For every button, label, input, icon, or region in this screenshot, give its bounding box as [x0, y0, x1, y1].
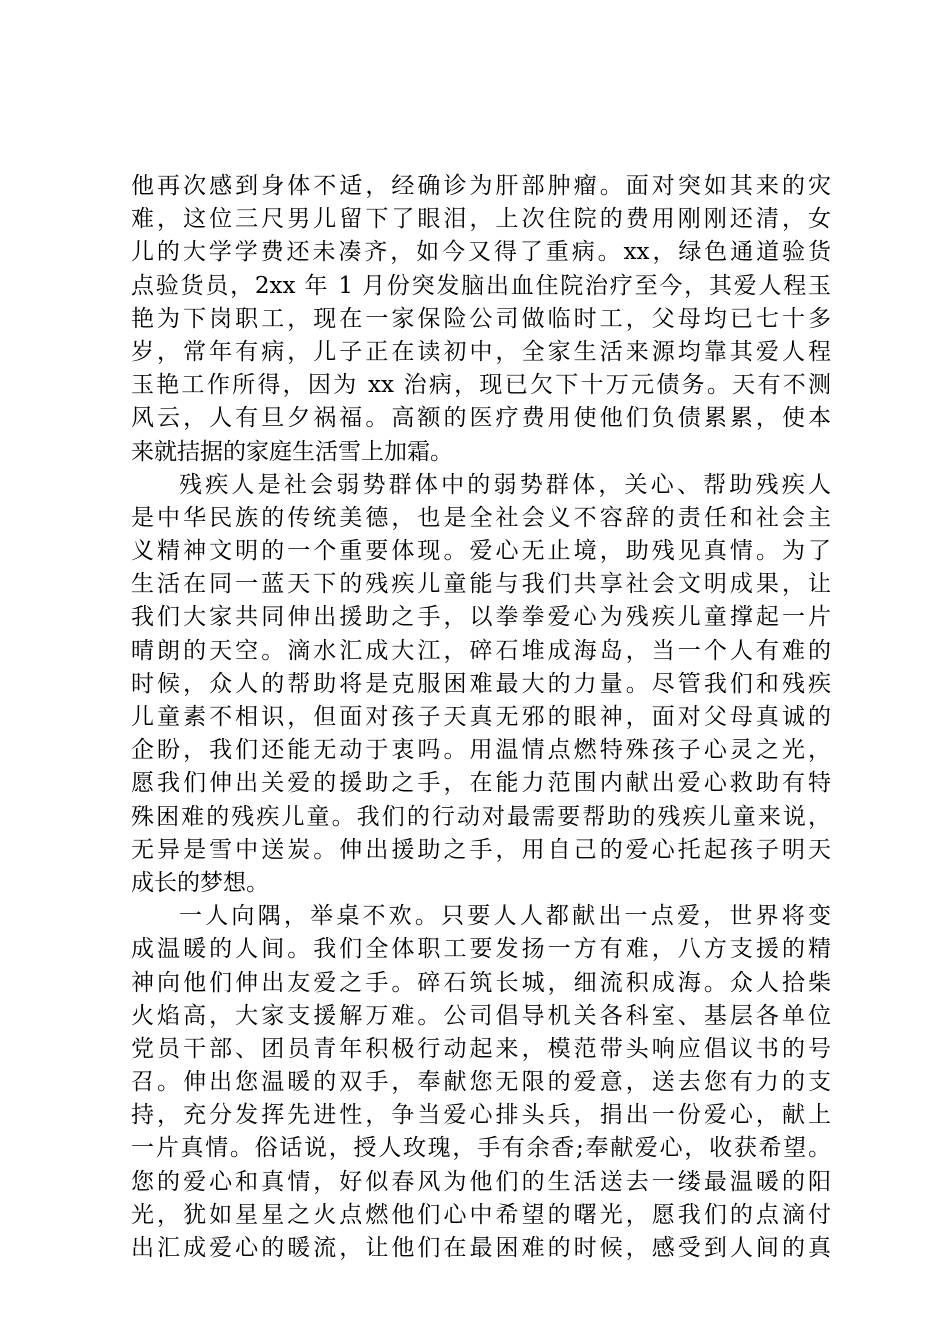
text-line: 来就拮据的家庭生活雪上加霜。 [131, 438, 453, 465]
text-line: 持，充分发挥先进性，争当爱心排头兵，捐出一份爱心，献上 [131, 1102, 831, 1129]
text-line: 玉艳工作所得，因为 xx 治病，现已欠下十万元债务。天有不测 [131, 372, 831, 399]
text-line: 风云，人有旦夕祸福。高额的医疗费用使他们负债累累，使本 [131, 405, 831, 432]
text-line: 成长的梦想。 [131, 869, 269, 896]
paragraph-3 [131, 900, 831, 1265]
text-line: 岁，常年有病，儿子正在读初中，全家生活来源均靠其爱人程 [131, 338, 831, 365]
paragraph-2 [131, 469, 831, 900]
text-line: 无异是雪中送炭。伸出援助之手，用自己的爱心托起孩子明天 [131, 836, 831, 863]
text-line: 生活在同一蓝天下的残疾儿童能与我们共享社会文明成果，让 [131, 571, 831, 598]
document-body [131, 170, 831, 1265]
text-line: 晴朗的天空。滴水汇成大江，碎石堆成海岛，当一个人有难的 [131, 637, 831, 664]
text-line: 时候，众人的帮助将是克服困难最大的力量。尽管我们和残疾 [131, 670, 831, 697]
text-line: 火焰高，大家支援解万难。公司倡导机关各科室、基层各单位 [131, 1002, 831, 1029]
text-line: 党员干部、团员青年积极行动起来，模范带头响应倡议书的号 [131, 1035, 831, 1062]
text-line: 残疾人是社会弱势群体中的弱势群体，关心、帮助残疾人 [179, 471, 831, 498]
text-line: 殊困难的残疾儿童。我们的行动对最需要帮助的残疾儿童来说， [131, 803, 831, 830]
paragraph-1 [131, 170, 831, 469]
text-line: 召。伸出您温暖的双手，奉献您无限的爱意，送去您有力的支 [131, 1069, 831, 1096]
text-line: 愿我们伸出关爱的援助之手，在能力范围内献出爱心救助有特 [131, 770, 831, 797]
text-line: 成温暖的人间。我们全体职工要发扬一方有难，八方支援的精 [131, 936, 831, 963]
text-line: 儿童素不相识，但面对孩子天真无邪的眼神，面对父母真诚的 [131, 704, 831, 730]
text-line: 难，这位三尺男儿留下了眼泪，上次住院的费用刚刚还清，女 [131, 206, 831, 233]
text-line: 儿的大学学费还未凑齐，如今又得了重病。xx，绿色通道验货 [131, 239, 831, 266]
text-line: 光，犹如星星之火点燃他们心中希望的曙光，愿我们的点滴付 [131, 1201, 831, 1228]
text-line: 我们大家共同伸出援助之手，以拳拳爱心为残疾儿童撑起一片 [131, 604, 831, 631]
text-line: 神向他们伸出友爱之手。碎石筑长城，细流积成海。众人拾柴 [131, 969, 831, 996]
text-line: 您的爱心和真情，好似春风为他们的生活送去一缕最温暖的阳 [131, 1168, 831, 1195]
text-line: 义精神文明的一个重要体现。爱心无止境，助残见真情。为了 [131, 538, 831, 565]
text-line: 艳为下岗职工，现在一家保险公司做临时工，父母均已七十多 [131, 305, 831, 332]
text-line: 一片真情。俗话说，授人玫瑰，手有余香;奉献爱心，收获希望。 [131, 1135, 831, 1162]
text-line: 一人向隅，举桌不欢。只要人人都献出一点爱，世界将变 [179, 903, 831, 930]
text-line: 是中华民族的传统美德，也是全社会义不容辞的责任和社会主 [131, 504, 831, 531]
text-line: 他再次感到身体不适，经确诊为肝部肿瘤。面对突如其来的灾 [131, 173, 831, 199]
text-line: 企盼，我们还能无动于衷吗。用温情点燃特殊孩子心灵之光， [131, 737, 831, 764]
text-line: 点验货员，2xx 年 1 月份突发脑出血住院治疗至今，其爱人程玉 [131, 272, 831, 299]
text-line: 出汇成爱心的暖流，让他们在最困难的时候，感受到人间的真 [131, 1235, 831, 1261]
